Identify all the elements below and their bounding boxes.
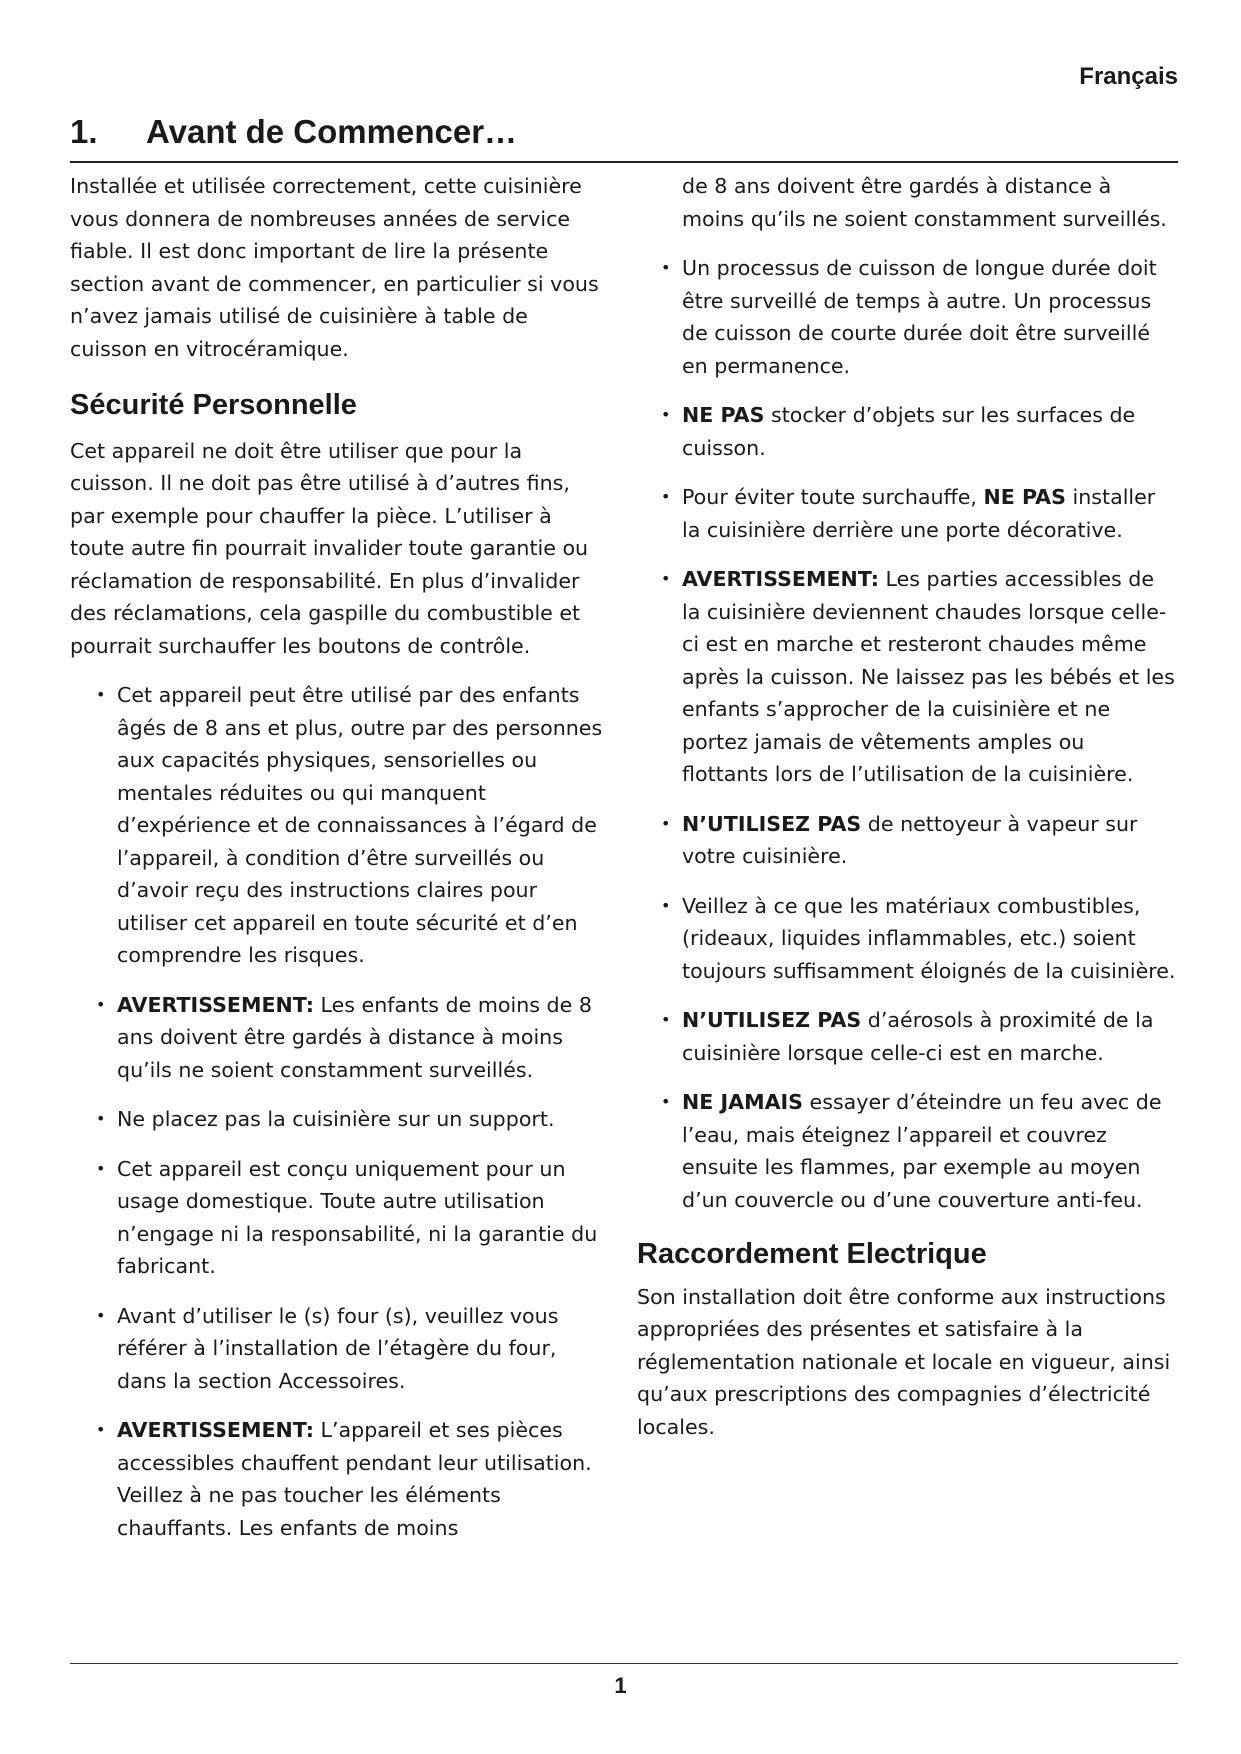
list-item: • NE JAMAIS essayer d’éteindre un feu avec de l’eau, mais éteignez l’appareil et couvrez ensuite les flammes, par exemple au moyen d’un couvercle ou d’une couverture anti-feu.	[637, 1086, 1177, 1216]
electrical-paragraph: Son installation doit être conforme aux instructions appropriées des présentes et satisfaire à la réglementation nationale et locale en vigueur, ainsi qu’aux prescriptions des compagnies d’électricité locales.	[637, 1284, 1171, 1439]
left-bullet-list	[70, 679, 610, 1544]
list-item: • Pour éviter toute surchauffe, NE PAS installer la cuisinière derrière une porte décorative.	[637, 481, 1177, 546]
safety-paragraph: Cet appareil ne doit être utiliser que pour la cuisson. Il ne doit pas être utilisé à d’autres fins, par exemple pour chauffer la pièce. L’utiliser à toute autre fin pourrait invalider toute garantie ou réclamation de responsabilité. En plus d’invalider des réclamations, cela gaspille du combustible et pourrait surchauffer les boutons de contrôle.	[70, 438, 589, 658]
list-item: • Ne placez pas la cuisinière sur un support.	[70, 1103, 610, 1136]
list-item: • N’UTILISEZ PAS d’aérosols à proximité de la cuisinière lorsque celle-ci est en marche.	[637, 1004, 1177, 1069]
language-label: Français	[1079, 63, 1178, 90]
list-item: • Avant d’utiliser le (s) four (s), veuillez vous référer à l’installation de l’étagère du four, dans la section Accessoires.	[70, 1300, 610, 1398]
section-title: Avant de Commencer…	[146, 113, 518, 150]
list-item: • AVERTISSEMENT: Les parties accessibles de la cuisinière deviennent chaudes lorsque celle-ci est en marche et resteront chaudes même après la cuisson. Ne laissez pas les bébés et les enfants s’approcher de la cuisinière et ne portez jamais de vêtements amples ou flottants lors de l’utilisation de la cuisinière.	[637, 563, 1177, 791]
right-bullet-list	[637, 252, 1177, 1216]
intro-paragraph: Installée et utilisée correctement, cette cuisinière vous donnera de nombreuses années de service fiable. Il est donc important de lire la présente section avant de commencer, en particulier si vous n’avez jamais utilisé de cuisinière à table de cuisson en vitrocéramique.	[70, 174, 599, 361]
electrical-heading: Raccordement Electrique	[637, 1238, 987, 1270]
right-column	[637, 170, 1177, 1443]
list-item: • Cet appareil peut être utilisé par des enfants âgés de 8 ans et plus, outre par des personnes aux capacités physiques, sensorielles ou mentales réduites ou qui manquent d’expérience et de connaissances à l’égard de l’appareil, à condition d’être surveillés ou d’avoir reçu des instructions claires pour utiliser cet appareil en toute sécurité et d’en comprendre les risques.	[70, 679, 610, 972]
list-item: • Veillez à ce que les matériaux combustibles, (rideaux, liquides inflammables, etc.) soient toujours suffisamment éloignés de la cuisinière.	[637, 890, 1177, 988]
section-number: 1.	[70, 113, 98, 150]
footer-divider	[70, 1663, 1178, 1664]
section-heading	[70, 113, 1178, 163]
safety-heading: Sécurité Personnelle	[70, 389, 357, 421]
page-number: 1	[614, 1673, 627, 1698]
bullet-continuation: de 8 ans doivent être gardés à distance à moins qu’ils ne soient constamment surveillés.	[682, 174, 1167, 231]
left-column	[70, 170, 610, 1544]
list-item: • AVERTISSEMENT: Les enfants de moins de 8 ans doivent être gardés à distance à moins qu’ils ne soient constamment surveillés.	[70, 989, 610, 1087]
list-item: • Un processus de cuisson de longue durée doit être surveillé de temps à autre. Un processus de cuisson de courte durée doit être surveillé en permanence.	[637, 252, 1177, 382]
list-item: • N’UTILISEZ PAS de nettoyeur à vapeur sur votre cuisinière.	[637, 808, 1177, 873]
list-item: • Cet appareil est conçu uniquement pour un usage domestique. Toute autre utilisation n’engage ni la responsabilité, ni la garantie du fabricant.	[70, 1153, 610, 1283]
list-item: • AVERTISSEMENT: L’appareil et ses pièces accessibles chauffent pendant leur utilisation. Veillez à ne pas toucher les éléments chauffants. Les enfants de moins	[70, 1414, 610, 1544]
list-item: • NE PAS stocker d’objets sur les surfaces de cuisson.	[637, 399, 1177, 464]
